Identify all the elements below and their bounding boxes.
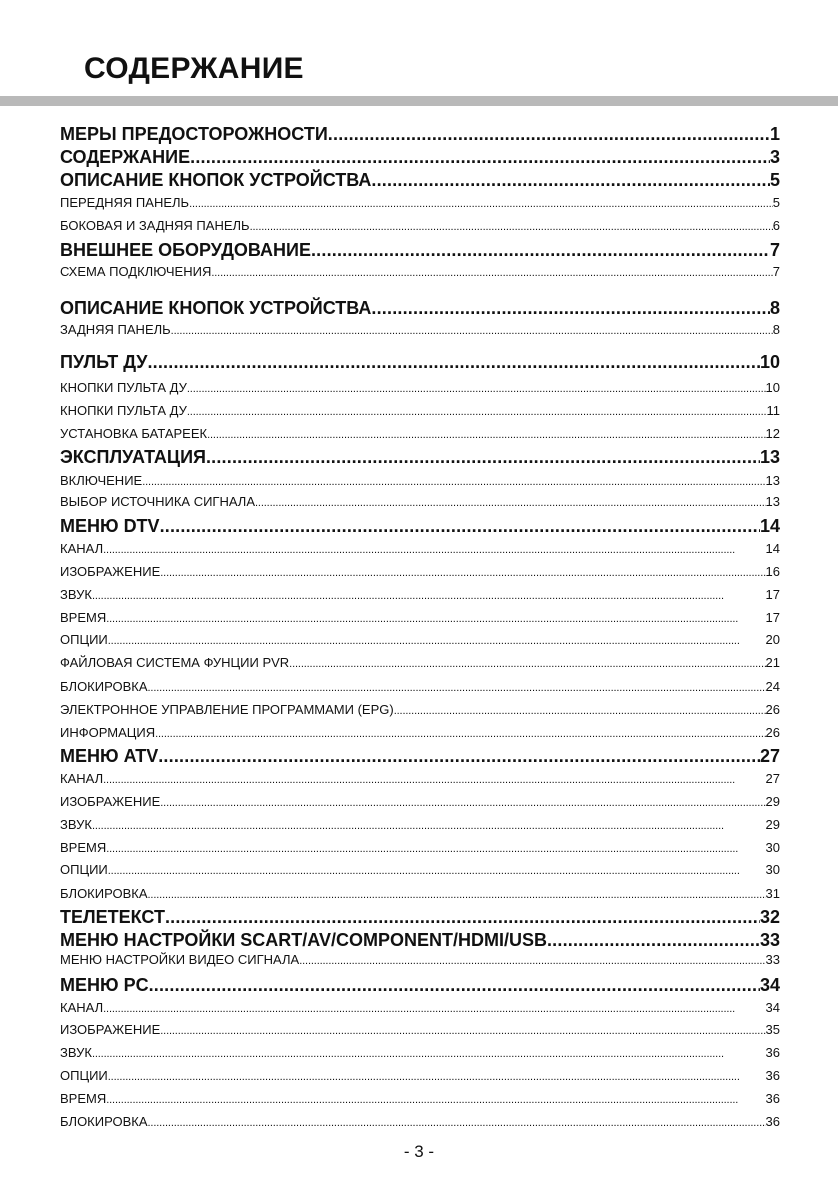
toc-subsection-entry[interactable] — [60, 886, 780, 904]
toc-entry-label: УСТАНОВКА БАТАРЕЕК — [60, 426, 208, 441]
dot-leader — [165, 907, 760, 928]
toc-subsection-entry[interactable] — [60, 1045, 780, 1063]
dot-leader — [106, 840, 765, 855]
toc-subsection-entry[interactable] — [60, 380, 780, 398]
toc-entry-label: МЕНЮ НАСТРОЙКИ SCART/AV/COMPONENT/HDMI/USB — [60, 930, 547, 950]
toc-entry-label: КНОПКИ ПУЛЬТА ДУ — [60, 380, 187, 395]
toc-entry-page: 26 — [765, 725, 780, 740]
toc-subsection-entry[interactable] — [60, 610, 780, 628]
toc-entry-label: МЕНЮ НАСТРОЙКИ ВИДЕО СИГНАЛА — [60, 952, 300, 967]
toc-subsection-entry[interactable] — [60, 794, 780, 812]
dot-leader — [106, 610, 765, 625]
toc-section-entry[interactable] — [60, 170, 780, 192]
toc-entry-label: МЕНЮ DTV — [60, 516, 160, 536]
toc-entry-page: 36 — [765, 1091, 780, 1106]
toc-entry-page: 1 — [769, 124, 780, 144]
toc-subsection-entry[interactable] — [60, 322, 780, 340]
toc-subsection-entry[interactable] — [60, 264, 780, 282]
toc-subsection-entry[interactable] — [60, 1091, 780, 1109]
toc-entry-label: ВРЕМЯ — [60, 1091, 107, 1106]
toc-subsection-entry[interactable] — [60, 564, 780, 582]
toc-entry-page: 14 — [759, 516, 780, 536]
page-title: СОДЕРЖАНИЕ — [84, 52, 304, 85]
dot-leader — [158, 746, 760, 767]
toc-subsection-entry[interactable] — [60, 679, 780, 697]
toc-section-entry[interactable] — [60, 124, 780, 146]
toc-subsection-entry[interactable] — [60, 725, 780, 743]
toc-entry-label: СХЕМА ПОДКЛЮЧЕНИЯ — [60, 264, 212, 279]
toc-entry-page: 29 — [765, 794, 780, 809]
toc-entry-page: 11 — [766, 403, 780, 418]
toc-entry-label: ЗВУК — [60, 587, 92, 602]
toc-subsection-entry[interactable] — [60, 862, 780, 880]
toc-subsection-entry[interactable] — [60, 702, 780, 720]
toc-subsection-entry[interactable] — [60, 632, 780, 650]
dot-leader — [108, 632, 766, 647]
toc-entry-label: ВЫБОР ИСТОЧНИКА СИГНАЛА — [60, 494, 256, 509]
dot-leader — [92, 587, 766, 602]
toc-entry-page: 7 — [769, 240, 780, 260]
dot-leader — [148, 886, 766, 901]
toc-subsection-entry[interactable] — [60, 403, 780, 421]
toc-entry-page: 7 — [772, 264, 780, 279]
toc-entry-label: ИЗОБРАЖЕНИЕ — [60, 794, 161, 809]
dot-leader — [155, 725, 765, 740]
toc-subsection-entry[interactable] — [60, 1022, 780, 1040]
toc-entry-page: 24 — [765, 679, 780, 694]
toc-section-entry[interactable] — [60, 147, 780, 169]
toc-entry-page: 32 — [759, 907, 780, 927]
toc-entry-label: ВНЕШНЕЕ ОБОРУДОВАНИЕ — [60, 240, 311, 260]
dot-leader — [371, 170, 770, 191]
toc-subsection-entry[interactable] — [60, 655, 780, 673]
toc-entry-page: 5 — [772, 195, 780, 210]
toc-entry-label: ЗАДНЯЯ ПАНЕЛЬ — [60, 322, 171, 337]
toc-entry-label: ЭКСПЛУАТАЦИЯ — [60, 447, 206, 467]
toc-entry-page: 3 — [769, 147, 780, 167]
toc-entry-page: 10 — [759, 352, 780, 372]
toc-entry-page: 27 — [759, 746, 780, 766]
toc-entry-page: 20 — [765, 632, 780, 647]
dot-leader — [92, 817, 766, 832]
toc-entry-page: 21 — [765, 655, 780, 670]
toc-entry-label: ПЕРЕДНЯЯ ПАНЕЛЬ — [60, 195, 190, 210]
toc-entry-page: 13 — [765, 473, 780, 488]
toc-subsection-entry[interactable] — [60, 426, 780, 444]
toc-entry-label: КНОПКИ ПУЛЬТА ДУ — [60, 403, 187, 418]
toc-subsection-entry[interactable] — [60, 817, 780, 835]
toc-subsection-entry[interactable] — [60, 1000, 780, 1018]
toc-entry-label: ЗВУК — [60, 817, 92, 832]
dot-leader — [207, 426, 765, 441]
toc-section-entry[interactable] — [60, 746, 780, 768]
toc-entry-label: ВРЕМЯ — [60, 840, 107, 855]
toc-entry-label: МЕНЮ PC — [60, 975, 149, 995]
dot-leader — [148, 1114, 766, 1129]
toc-entry-page: 26 — [765, 702, 780, 717]
dot-leader — [103, 1000, 765, 1015]
toc-entry-page: 12 — [765, 426, 780, 441]
toc-entry-page: 5 — [769, 170, 780, 190]
toc-entry-label: ОПЦИИ — [60, 632, 108, 647]
toc-entry-label: МЕРЫ ПРЕДОСТОРОЖНОСТИ — [60, 124, 328, 144]
toc-subsection-entry[interactable] — [60, 771, 780, 789]
dot-leader — [160, 564, 765, 579]
toc-section-entry[interactable] — [60, 516, 780, 538]
toc-section-entry[interactable] — [60, 298, 780, 320]
toc-subsection-entry[interactable] — [60, 541, 780, 559]
toc-entry-label: КАНАЛ — [60, 1000, 104, 1015]
toc-entry-label: ОПИСАНИЕ КНОПОК УСТРОЙСТВА — [60, 298, 372, 318]
toc-section-entry[interactable] — [60, 447, 780, 469]
toc-entry-page: 30 — [765, 862, 780, 877]
dot-leader — [250, 218, 773, 233]
dot-leader — [187, 380, 766, 395]
toc-entry-page: 17 — [765, 610, 780, 625]
toc-entry-page: 29 — [765, 817, 780, 832]
toc-entry-page: 34 — [765, 1000, 780, 1015]
toc-entry-label: БОКОВАЯ И ЗАДНЯЯ ПАНЕЛЬ — [60, 218, 250, 233]
toc-section-entry[interactable] — [60, 930, 780, 952]
dot-leader — [103, 541, 765, 556]
dot-leader — [147, 352, 760, 373]
toc-entry-page: 13 — [765, 494, 780, 509]
toc-section-entry[interactable] — [60, 352, 780, 374]
dot-leader — [211, 264, 772, 279]
toc-entry-page: 36 — [765, 1045, 780, 1060]
toc-entry-page: 17 — [765, 587, 780, 602]
dot-leader — [142, 473, 765, 488]
toc-entry-label: СОДЕРЖАНИЕ — [60, 147, 191, 167]
dot-leader — [255, 494, 766, 509]
toc-entry-page: 36 — [765, 1068, 780, 1083]
toc-entry-label: БЛОКИРОВКА — [60, 1114, 148, 1129]
toc-subsection-entry[interactable] — [60, 494, 780, 512]
dot-leader — [108, 862, 766, 877]
dot-leader — [160, 794, 765, 809]
toc-entry-page: 14 — [765, 541, 780, 556]
dot-leader — [106, 1091, 765, 1106]
toc-subsection-entry[interactable] — [60, 1068, 780, 1086]
toc-subsection-entry[interactable] — [60, 587, 780, 605]
toc-entry-label: ВРЕМЯ — [60, 610, 107, 625]
toc-section-entry[interactable] — [60, 240, 780, 262]
toc-section-entry[interactable] — [60, 907, 780, 929]
toc-subsection-entry[interactable] — [60, 952, 780, 970]
dot-leader — [328, 124, 770, 145]
dot-leader — [148, 679, 766, 694]
toc-entry-page: 33 — [759, 930, 780, 950]
toc-entry-label: ЭЛЕКТРОННОЕ УПРАВЛЕНИЕ ПРОГРАММАМИ (EPG) — [60, 702, 394, 717]
toc-entry-label: ОПЦИИ — [60, 1068, 108, 1083]
dot-leader — [108, 1068, 766, 1083]
dot-leader — [547, 930, 760, 951]
toc-entry-label: ОПИСАНИЕ КНОПОК УСТРОЙСТВА — [60, 170, 372, 190]
toc-entry-page: 27 — [765, 771, 780, 786]
toc-entry-label: КАНАЛ — [60, 771, 104, 786]
toc-section-entry[interactable] — [60, 975, 780, 997]
toc-entry-page: 30 — [765, 840, 780, 855]
toc-entry-page: 35 — [765, 1022, 780, 1037]
toc-entry-page: 8 — [769, 298, 780, 318]
dot-leader — [103, 771, 765, 786]
dot-leader — [371, 298, 770, 319]
toc-entry-page: 31 — [765, 886, 780, 901]
toc-entry-label: КАНАЛ — [60, 541, 104, 556]
toc-entry-page: 13 — [759, 447, 780, 467]
toc-entry-page: 8 — [772, 322, 780, 337]
dot-leader — [160, 516, 760, 537]
dot-leader — [190, 147, 770, 168]
title-divider — [0, 96, 838, 106]
toc-subsection-entry[interactable] — [60, 1114, 780, 1132]
toc-entry-page: 34 — [759, 975, 780, 995]
dot-leader — [299, 952, 765, 967]
dot-leader — [187, 403, 767, 418]
dot-leader — [171, 322, 773, 337]
toc-entry-label: ИНФОРМАЦИЯ — [60, 725, 156, 740]
dot-leader — [92, 1045, 766, 1060]
toc-entry-label: ИЗОБРАЖЕНИЕ — [60, 564, 161, 579]
dot-leader — [189, 195, 773, 210]
page-number: - 3 - — [403, 1142, 435, 1161]
dot-leader — [206, 447, 760, 468]
toc-entry-label: ПУЛЬТ ДУ — [60, 352, 148, 372]
dot-leader — [311, 240, 770, 261]
toc-entry-label: МЕНЮ ATV — [60, 746, 159, 766]
toc-entry-label: ФАЙЛОВАЯ СИСТЕМА ФУНЦИИ PVR — [60, 655, 290, 670]
toc-entry-page: 10 — [765, 380, 780, 395]
dot-leader — [394, 702, 766, 717]
toc-entry-label: ТЕЛЕТЕКСТ — [60, 907, 165, 927]
toc-entry-label: ВКЛЮЧЕНИЕ — [60, 473, 143, 488]
toc-entry-label: БЛОКИРОВКА — [60, 679, 148, 694]
toc-entry-page: 6 — [772, 218, 780, 233]
dot-leader — [149, 975, 760, 996]
toc-subsection-entry[interactable] — [60, 218, 780, 236]
toc-subsection-entry[interactable] — [60, 473, 780, 491]
toc-entry-page: 36 — [765, 1114, 780, 1129]
toc-entry-label: ИЗОБРАЖЕНИЕ — [60, 1022, 161, 1037]
toc-entry-page: 16 — [765, 564, 780, 579]
toc-entry-label: ОПЦИИ — [60, 862, 108, 877]
toc-subsection-entry[interactable] — [60, 840, 780, 858]
toc-entry-page: 33 — [765, 952, 780, 967]
toc-entry-label: БЛОКИРОВКА — [60, 886, 148, 901]
dot-leader — [160, 1022, 765, 1037]
dot-leader — [289, 655, 765, 670]
toc-entry-label: ЗВУК — [60, 1045, 92, 1060]
toc-subsection-entry[interactable] — [60, 195, 780, 213]
